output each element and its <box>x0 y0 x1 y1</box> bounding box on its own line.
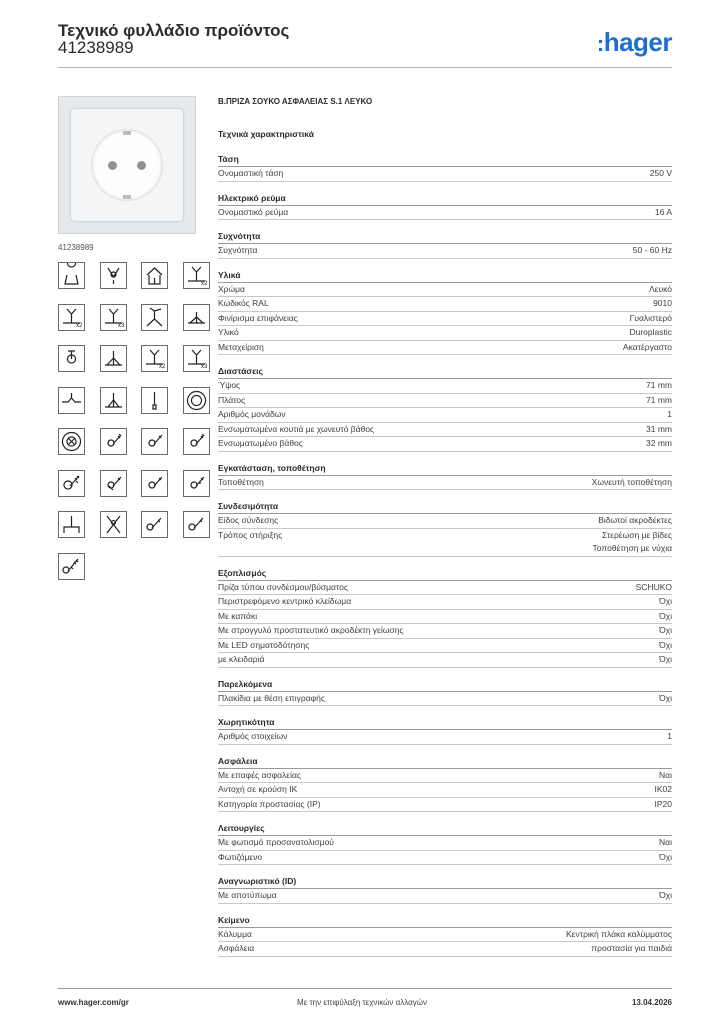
section-title: Υλικά <box>218 269 672 283</box>
spec-value: Ναι <box>659 837 672 847</box>
symbol-15-icon <box>141 387 168 414</box>
socket-outlet <box>91 129 163 201</box>
spec-value: Όχι <box>659 654 672 664</box>
symbol-17-icon <box>58 428 85 455</box>
symbol-6-icon <box>100 304 127 331</box>
spec-value: Ακατέργαστο <box>622 341 672 352</box>
spec-label: Ενσωματωμένο βάθος <box>218 438 303 448</box>
spec-value: SCHUKO <box>635 581 672 592</box>
symbol-23-icon <box>141 470 168 497</box>
symbol-7-icon <box>141 304 168 331</box>
section-title: Συνδεσιμότητα <box>218 500 672 514</box>
symbol-26-icon <box>100 511 127 538</box>
section-title: Ασφάλεια <box>218 755 672 769</box>
symbol-3-icon <box>141 262 168 289</box>
spec-row <box>218 769 672 784</box>
spec-row <box>218 476 672 491</box>
spec-label: Αριθμός στοιχείων <box>218 731 288 741</box>
spec-row <box>218 297 672 312</box>
spec-sections <box>218 153 672 957</box>
symbol-18-icon <box>100 428 127 455</box>
spec-label: Κωδικός RAL <box>218 298 269 308</box>
spec-label: Ύψος <box>218 380 241 390</box>
section-title: Παρελκόμενα <box>218 678 672 692</box>
icon-multiplier-label: x3 <box>117 322 124 329</box>
section-title: Συχνότητα <box>218 230 672 244</box>
spec-label: Με επαφές ασφαλείας <box>218 769 301 780</box>
spec-label: Φωτιζόμενο <box>218 851 263 862</box>
spec-row <box>218 639 672 654</box>
spec-label: Ονομαστική τάση <box>218 168 284 178</box>
symbol-20-icon <box>183 428 210 455</box>
earth-clip-bottom <box>123 195 131 199</box>
spec-value: 50 - 60 Hz <box>632 245 672 255</box>
footer-divider <box>58 988 672 989</box>
symbol-2-icon <box>100 262 127 289</box>
spec-row <box>218 730 672 745</box>
product-image <box>58 96 196 234</box>
spec-value: Όχι <box>659 639 672 650</box>
spec-label: Πλάτος <box>218 394 246 405</box>
spec-label: με κλειδαριά <box>218 654 265 664</box>
spec-value: προστασία για παιδιά <box>591 943 672 953</box>
spec-sheet <box>218 96 672 957</box>
symbol-14-icon <box>100 387 127 414</box>
spec-label: Συχνότητα <box>218 245 258 255</box>
spec-value: 71 mm <box>646 394 672 405</box>
spec-label: Με καπάκι <box>218 610 258 621</box>
footer-url[interactable]: www.hager.com/gr <box>58 998 129 1007</box>
symbol-28-icon <box>183 511 210 538</box>
symbol-13-icon <box>58 387 85 414</box>
spec-value: Duroplastic <box>629 327 672 337</box>
spec-label: Αντοχή σε κρούση IK <box>218 784 298 794</box>
spec-row <box>218 167 672 182</box>
spec-label: Περιστρεφόμενο κεντρικό κλείδωμα <box>218 596 352 606</box>
spec-row <box>218 283 672 298</box>
spec-row <box>218 653 672 668</box>
spec-label: Με LED σηματοδότησης <box>218 639 310 650</box>
spec-value: Όχι <box>659 692 672 703</box>
spec-row <box>218 692 672 707</box>
spec-label: Υλικό <box>218 327 239 337</box>
spec-row <box>218 836 672 851</box>
icon-multiplier-label: x2 <box>200 281 207 287</box>
spec-row <box>218 206 672 221</box>
image-caption: 41238989 <box>58 243 94 252</box>
spec-value: Όχι <box>659 625 672 635</box>
spec-row <box>218 851 672 866</box>
spec-label: Με φωτισμό προσανατολισμού <box>218 837 334 847</box>
symbol-8-icon <box>183 304 210 331</box>
section-title: Χωρητικότητα <box>218 716 672 730</box>
spec-value: 250 V <box>649 168 672 178</box>
spec-row <box>218 408 672 423</box>
spec-row <box>218 244 672 259</box>
symbol-24-icon <box>183 470 210 497</box>
symbol-11-icon <box>141 345 168 372</box>
tech-heading: Τεχνικά χαρακτηριστικά <box>218 129 314 139</box>
spec-row <box>218 379 672 394</box>
spec-value: IK02 <box>654 784 672 794</box>
spec-label: Χρώμα <box>218 283 245 294</box>
symbol-10-icon <box>100 345 127 372</box>
symbol-1-icon <box>58 262 85 289</box>
spec-row <box>218 610 672 625</box>
spec-label: Τοποθέτηση <box>218 476 264 487</box>
spec-value: Κεντρική πλάκα καλύμματος <box>566 928 672 939</box>
spec-value: 1 <box>667 409 672 419</box>
symbol-21-icon <box>58 470 85 497</box>
spec-value: Στερέωση με βίδες Τοποθέτηση με νύχια <box>592 529 672 553</box>
spec-row <box>218 624 672 639</box>
spec-row <box>218 341 672 356</box>
product-code: 41238989 <box>58 38 134 57</box>
spec-label: Ονομαστικό ρεύμα <box>218 206 289 217</box>
spec-row <box>218 783 672 798</box>
footer-date: 13.04.2026 <box>631 998 672 1007</box>
spec-label: Ενσωματωμένα κουτιά με χωνευτό βάθος <box>218 423 375 434</box>
spec-label: Ασφάλεια <box>218 943 255 953</box>
symbol-27-icon <box>141 511 168 538</box>
socket-pin-left <box>108 161 117 170</box>
section-title: Λειτουργίες <box>218 822 672 836</box>
spec-value: Όχι <box>659 596 672 606</box>
symbol-9-icon <box>58 345 85 372</box>
spec-value: Βιδωτοί ακροδέκτες <box>598 515 672 525</box>
spec-label: Τρόπος στήριξης <box>218 529 283 540</box>
symbol-16-icon <box>183 387 210 414</box>
spec-value: Ναι <box>659 769 672 780</box>
spec-row <box>218 595 672 610</box>
spec-value: Γυαλιστερό <box>629 312 672 323</box>
logo-text: hager <box>603 27 672 57</box>
socket-plate <box>71 109 183 221</box>
symbol-22-icon <box>100 470 127 497</box>
icon-multiplier-label: x2 <box>159 364 166 370</box>
symbol-25-icon <box>58 511 85 538</box>
spec-value: Όχι <box>659 890 672 900</box>
document-title: Τεχνικό φυλλάδιο προϊόντος <box>58 21 290 40</box>
spec-label: Κατηγορία προστασίας (IP) <box>218 798 321 809</box>
spec-value: 32 mm <box>646 438 672 448</box>
symbol-12-icon <box>183 345 210 372</box>
icon-multiplier-label: x3 <box>200 364 207 370</box>
spec-row <box>218 326 672 341</box>
spec-row <box>218 889 672 904</box>
spec-value: 71 mm <box>646 380 672 390</box>
spec-row <box>218 581 672 596</box>
spec-row <box>218 394 672 409</box>
spec-value: Λευκό <box>649 283 672 294</box>
icon-multiplier-label: x2 <box>76 322 83 329</box>
spec-row <box>218 423 672 438</box>
spec-label: Με αποτύπωμα <box>218 890 277 900</box>
spec-label: Φινίρισμα επιφάνειας <box>218 312 298 323</box>
product-name: Β.ΠΡΙΖΑ ΣΟΥΚΟ ΑΣΦΑΛΕΙΑΣ S.1 ΛΕΥΚΟ <box>218 97 373 106</box>
header-divider <box>58 67 672 68</box>
spec-value: 31 mm <box>646 423 672 434</box>
section-title: Κείμενο <box>218 914 672 928</box>
socket-pin-right <box>137 161 146 170</box>
earth-clip-top <box>123 131 131 135</box>
spec-row <box>218 514 672 529</box>
symbol-4-icon <box>183 262 210 289</box>
section-title: Εγκατάσταση, τοποθέτηση <box>218 462 672 476</box>
spec-row <box>218 798 672 813</box>
section-title: Ηλεκτρικό ρεύμα <box>218 192 672 206</box>
footer-note: Με την επιφύλαξη τεχνικών αλλαγών <box>297 998 427 1007</box>
spec-label: Μεταχείριση <box>218 341 264 352</box>
spec-row <box>218 942 672 957</box>
spec-value: 9010 <box>653 298 672 308</box>
spec-label: Είδος σύνδεσης <box>218 515 279 525</box>
spec-row <box>218 529 672 557</box>
spec-row <box>218 928 672 943</box>
spec-row <box>218 312 672 327</box>
spec-label: Αριθμός μονάδων <box>218 409 286 419</box>
spec-value: 16 A <box>654 206 672 217</box>
spec-label: Πλακίδια με θέση επιγραφής <box>218 692 325 703</box>
section-title: Αναγνωριστικό (ID) <box>218 875 672 889</box>
symbol-5-icon <box>58 304 85 331</box>
section-title: Διαστάσεις <box>218 365 672 379</box>
section-title: Εξοπλισμός <box>218 567 672 581</box>
spec-value: 1 <box>667 731 672 741</box>
spec-value: Όχι <box>659 610 672 621</box>
spec-value: Όχι <box>659 851 672 862</box>
spec-label: Κάλυμμα <box>218 928 252 939</box>
spec-value: Χωνευτή τοποθέτηση <box>591 476 672 487</box>
spec-row <box>218 437 672 452</box>
symbol-19-icon <box>141 428 168 455</box>
section-title: Τάση <box>218 153 672 167</box>
hager-logo: :hager <box>596 27 672 57</box>
symbol-29-icon <box>58 553 85 580</box>
spec-value: IP20 <box>654 798 672 809</box>
spec-label: Πρίζα τύπου συνδέσμου/βύσματος <box>218 581 349 592</box>
spec-label: Με στρογγυλό προστατευτικό ακροδέκτη γείωσης <box>218 625 404 635</box>
